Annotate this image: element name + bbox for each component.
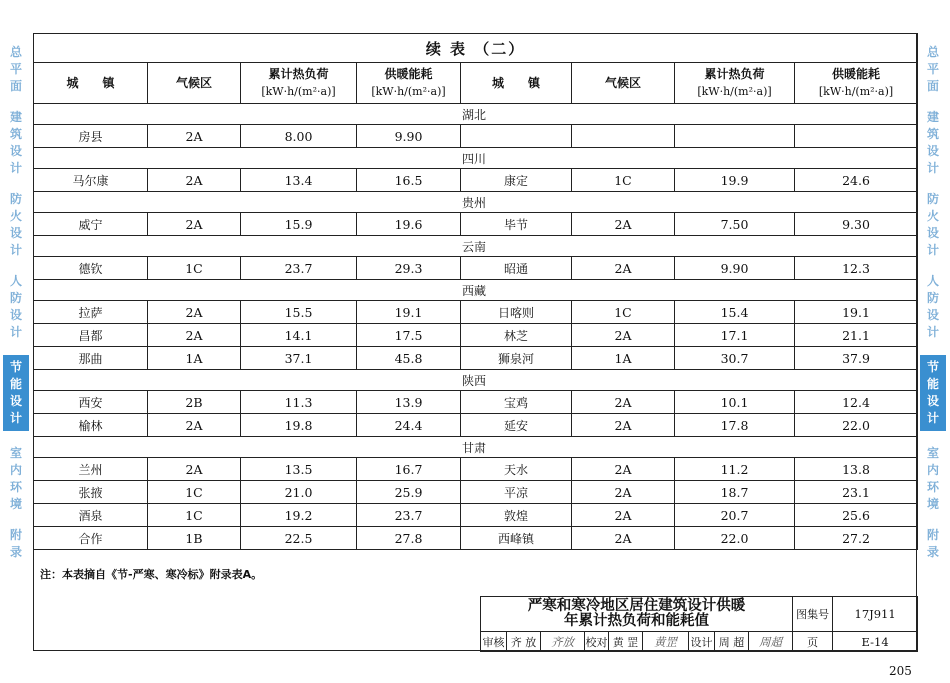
sidebar-right-tab-char: 环 — [926, 480, 939, 494]
check-name: 黄 罡 — [609, 632, 643, 652]
review-signature: 齐放 — [541, 632, 585, 652]
table-cell: 2A — [148, 324, 241, 347]
sidebar-left-tab-char: 设 — [9, 144, 22, 158]
page-label: 页 — [793, 632, 833, 652]
sidebar-left-tab-char: 人 — [9, 274, 22, 288]
table-cell: 1C — [148, 481, 241, 504]
table-cell: 延安 — [461, 414, 572, 437]
table-row — [34, 169, 918, 192]
sidebar-left-tab-char: 计 — [9, 411, 22, 425]
table-cell: 2A — [572, 458, 675, 481]
table-cell: 23.1 — [795, 481, 918, 504]
table-cell: 2A — [572, 257, 675, 280]
table-cell — [461, 125, 572, 148]
sidebar-right-tab-char: 室 — [926, 446, 939, 460]
table-cell: 2A — [572, 391, 675, 414]
check-label: 校对 — [585, 632, 609, 652]
header-heat-load-2 — [675, 63, 795, 104]
table-row — [34, 414, 918, 437]
sidebar-right-tab-char: 计 — [926, 325, 939, 339]
province-header: 湖北 — [34, 104, 918, 125]
table-row — [34, 324, 918, 347]
table-cell: 昌都 — [34, 324, 148, 347]
sidebar-right-tab-3[interactable] — [922, 273, 944, 341]
table-cell: 西安 — [34, 391, 148, 414]
sidebar-left-tab-char: 附 — [9, 528, 22, 542]
header-climate: 气候区 — [148, 63, 241, 104]
sidebar-left-tab-char: 计 — [9, 243, 22, 257]
review-name: 齐 放 — [507, 632, 541, 652]
table-cell: 日喀则 — [461, 301, 572, 324]
sidebar-right-tab-char: 计 — [926, 161, 939, 175]
province-header: 云南 — [34, 236, 918, 257]
sidebar-right-tab-char: 节 — [926, 360, 939, 374]
province-header: 四川 — [34, 148, 918, 169]
header-heat-load-unit: [kW·h/(m²·a)] — [261, 85, 336, 98]
table-cell: 2A — [148, 458, 241, 481]
table-cell: 2A — [572, 527, 675, 550]
table-cell: 威宁 — [34, 213, 148, 236]
table-cell: 宝鸡 — [461, 391, 572, 414]
sidebar-left-tab-char: 环 — [9, 480, 22, 494]
sidebar-left-tab-char: 建 — [9, 110, 22, 124]
table-cell: 9.90 — [675, 257, 795, 280]
sidebar-left-tab-char: 节 — [9, 360, 22, 374]
table-title: 续 表 （二） — [34, 34, 918, 63]
sidebar-right-tab-char: 筑 — [926, 127, 939, 141]
table-cell: 房县 — [34, 125, 148, 148]
check-signature: 黄罡 — [643, 632, 689, 652]
table-cell: 2A — [148, 213, 241, 236]
table-cell: 11.3 — [241, 391, 357, 414]
sidebar-right-tab-char: 设 — [926, 308, 939, 322]
design-signature: 周超 — [749, 632, 793, 652]
table-cell: 2A — [572, 504, 675, 527]
sidebar-left-tab-5[interactable] — [5, 445, 27, 513]
table-cell: 13.4 — [241, 169, 357, 192]
table-cell: 19.2 — [241, 504, 357, 527]
header-energy — [357, 63, 461, 104]
table-cell: 拉萨 — [34, 301, 148, 324]
header-energy-2 — [795, 63, 918, 104]
table-cell: 30.7 — [675, 347, 795, 370]
sidebar-left-tab-char: 筑 — [9, 127, 22, 141]
sidebar-left-tab-char: 防 — [9, 291, 22, 305]
sidebar-left-tab-char: 平 — [9, 62, 22, 76]
sidebar-left-tab-char: 设 — [9, 308, 22, 322]
sidebar-right — [922, 44, 944, 575]
table-cell: 9.90 — [357, 125, 461, 148]
sidebar-left-tab-char: 防 — [9, 192, 22, 206]
table-cell: 13.5 — [241, 458, 357, 481]
sidebar-left — [5, 44, 27, 575]
table-cell: 1C — [572, 169, 675, 192]
table-cell: 37.9 — [795, 347, 918, 370]
table-cell: 23.7 — [241, 257, 357, 280]
drawing-name — [481, 597, 793, 632]
table-cell: 1B — [148, 527, 241, 550]
sidebar-left-tab-char: 设 — [9, 226, 22, 240]
table-cell: 张掖 — [34, 481, 148, 504]
table-cell: 2A — [148, 125, 241, 148]
province-header: 西藏 — [34, 280, 918, 301]
table-cell: 29.3 — [357, 257, 461, 280]
table-cell: 17.1 — [675, 324, 795, 347]
table-cell: 那曲 — [34, 347, 148, 370]
table-cell: 合作 — [34, 527, 148, 550]
table-cell: 1A — [148, 347, 241, 370]
sidebar-left-tab-char: 录 — [9, 545, 22, 559]
sidebar-left-tab-char: 境 — [9, 497, 22, 511]
table-cell: 2A — [572, 481, 675, 504]
table-cell: 林芝 — [461, 324, 572, 347]
table-cell: 兰州 — [34, 458, 148, 481]
page-number: 205 — [889, 664, 912, 678]
sidebar-left-tab-char: 设 — [9, 394, 22, 408]
table-cell: 19.1 — [795, 301, 918, 324]
sidebar-left-tab-char: 内 — [9, 463, 22, 477]
drawing-name-line1: 严寒和寒冷地区居住建筑设计供暖 — [527, 598, 746, 614]
sidebar-right-tab-char: 录 — [926, 545, 939, 559]
table-cell: 15.4 — [675, 301, 795, 324]
table-cell: 25.6 — [795, 504, 918, 527]
table-cell: 敦煌 — [461, 504, 572, 527]
table-cell: 19.6 — [357, 213, 461, 236]
drawing-name-line2: 年累计热负荷和能耗值 — [564, 613, 710, 629]
table-row — [34, 347, 918, 370]
table-cell: 2B — [148, 391, 241, 414]
page-code: E-14 — [833, 632, 918, 652]
table-cell: 21.1 — [795, 324, 918, 347]
sidebar-left-tab-char: 计 — [9, 325, 22, 339]
header-heat-load-label-2: 累计热负荷 — [704, 67, 765, 81]
table-cell: 15.5 — [241, 301, 357, 324]
province-header: 陕西 — [34, 370, 918, 391]
table-cell: 2A — [572, 324, 675, 347]
sidebar-right-tab-char: 建 — [926, 110, 939, 124]
sidebar-left-tab-char: 室 — [9, 446, 22, 460]
sidebar-right-tab-char: 火 — [926, 209, 939, 223]
table-note: 注：本表摘自《节-严寒、寒冷标》附录表A。 — [40, 568, 263, 581]
table-row — [34, 213, 918, 236]
table-cell: 2A — [148, 414, 241, 437]
table-cell: 2A — [148, 169, 241, 192]
table-cell: 22.0 — [675, 527, 795, 550]
sidebar-right-tab-5[interactable] — [922, 445, 944, 513]
sidebar-left-tab-char: 能 — [9, 377, 22, 391]
table-cell: 8.00 — [241, 125, 357, 148]
header-heat-load — [241, 63, 357, 104]
sidebar-right-tab-char: 平 — [926, 62, 939, 76]
table-cell: 毕节 — [461, 213, 572, 236]
table-cell: 17.8 — [675, 414, 795, 437]
sidebar-left-tab-4[interactable] — [3, 355, 29, 431]
table-cell: 酒泉 — [34, 504, 148, 527]
table-row — [34, 504, 918, 527]
sidebar-right-tab-char: 人 — [926, 274, 939, 288]
table-cell: 昭通 — [461, 257, 572, 280]
table-cell — [675, 125, 795, 148]
sidebar-right-tab-char: 设 — [926, 394, 939, 408]
table-cell: 13.8 — [795, 458, 918, 481]
province-header: 甘肃 — [34, 437, 918, 458]
sidebar-right-tab-char: 防 — [926, 192, 939, 206]
table-cell: 24.6 — [795, 169, 918, 192]
sidebar-right-tab-char: 面 — [926, 79, 939, 93]
design-label: 设计 — [689, 632, 715, 652]
sidebar-right-tab-0[interactable] — [922, 44, 944, 95]
sidebar-right-tab-char: 计 — [926, 243, 939, 257]
table-cell: 狮泉河 — [461, 347, 572, 370]
table-cell: 11.2 — [675, 458, 795, 481]
header-city-2: 城 镇 — [461, 63, 572, 104]
table-row — [34, 391, 918, 414]
table-row — [34, 301, 918, 324]
table-cell: 27.2 — [795, 527, 918, 550]
header-heat-load-label: 累计热负荷 — [268, 67, 329, 81]
sidebar-right-tab-char: 设 — [926, 226, 939, 240]
sidebar-left-tab-char: 火 — [9, 209, 22, 223]
sidebar-left-tab-6[interactable] — [5, 527, 27, 561]
sidebar-right-tab-6[interactable] — [922, 527, 944, 561]
table-cell: 24.4 — [357, 414, 461, 437]
data-table — [33, 33, 918, 550]
table-row — [34, 481, 918, 504]
atlas-label: 图集号 — [793, 597, 833, 632]
sidebar-right-tab-char: 计 — [926, 411, 939, 425]
table-cell: 10.1 — [675, 391, 795, 414]
sidebar-left-tab-0[interactable] — [5, 44, 27, 95]
table-cell: 马尔康 — [34, 169, 148, 192]
table-cell: 17.5 — [357, 324, 461, 347]
table-cell: 2A — [148, 301, 241, 324]
sidebar-left-tab-1[interactable] — [5, 109, 27, 177]
table-cell: 康定 — [461, 169, 572, 192]
table-cell: 18.7 — [675, 481, 795, 504]
table-cell: 天水 — [461, 458, 572, 481]
sidebar-right-tab-char: 总 — [926, 45, 939, 59]
table-row — [34, 527, 918, 550]
sidebar-right-tab-char: 附 — [926, 528, 939, 542]
table-cell: 27.8 — [357, 527, 461, 550]
sidebar-right-tab-4[interactable] — [920, 355, 946, 431]
table-cell: 14.1 — [241, 324, 357, 347]
header-heat-load-unit-2: [kW·h/(m²·a)] — [697, 85, 772, 98]
table-cell: 16.7 — [357, 458, 461, 481]
header-climate-2: 气候区 — [572, 63, 675, 104]
atlas-number: 17J911 — [833, 597, 918, 632]
table-cell: 1C — [572, 301, 675, 324]
title-block — [480, 596, 918, 652]
table-cell: 2A — [572, 213, 675, 236]
sidebar-right-tab-1[interactable] — [922, 109, 944, 177]
table-cell: 37.1 — [241, 347, 357, 370]
table-cell: 19.9 — [675, 169, 795, 192]
table-cell: 45.8 — [357, 347, 461, 370]
table-cell: 1A — [572, 347, 675, 370]
sidebar-right-tab-char: 境 — [926, 497, 939, 511]
table-cell — [572, 125, 675, 148]
review-label: 审核 — [481, 632, 507, 652]
table-cell: 12.3 — [795, 257, 918, 280]
table-cell: 15.9 — [241, 213, 357, 236]
header-energy-label: 供暖能耗 — [384, 67, 433, 81]
sidebar-right-tab-char: 防 — [926, 291, 939, 305]
sidebar-left-tab-char: 计 — [9, 161, 22, 175]
province-header: 贵州 — [34, 192, 918, 213]
table-cell — [795, 125, 918, 148]
table-cell: 德钦 — [34, 257, 148, 280]
table-cell: 13.9 — [357, 391, 461, 414]
header-city: 城 镇 — [34, 63, 148, 104]
table-cell: 1C — [148, 257, 241, 280]
table-cell: 榆林 — [34, 414, 148, 437]
table-cell: 2A — [572, 414, 675, 437]
table-cell: 9.30 — [795, 213, 918, 236]
table-cell: 22.5 — [241, 527, 357, 550]
table-cell: 20.7 — [675, 504, 795, 527]
table-cell: 22.0 — [795, 414, 918, 437]
sidebar-left-tab-2[interactable] — [5, 191, 27, 259]
design-name: 周 超 — [715, 632, 749, 652]
table-row — [34, 257, 918, 280]
header-energy-unit: [kW·h/(m²·a)] — [371, 85, 446, 98]
header-energy-label-2: 供暖能耗 — [832, 67, 881, 81]
table-cell: 25.9 — [357, 481, 461, 504]
table-cell: 19.1 — [357, 301, 461, 324]
table-cell: 平凉 — [461, 481, 572, 504]
table-cell: 7.50 — [675, 213, 795, 236]
table-cell: 21.0 — [241, 481, 357, 504]
sidebar-right-tab-char: 内 — [926, 463, 939, 477]
table-cell: 16.5 — [357, 169, 461, 192]
header-energy-unit-2: [kW·h/(m²·a)] — [818, 85, 894, 98]
sidebar-left-tab-3[interactable] — [5, 273, 27, 341]
table-cell: 西峰镇 — [461, 527, 572, 550]
sidebar-right-tab-char: 设 — [926, 144, 939, 158]
sidebar-right-tab-2[interactable] — [922, 191, 944, 259]
table-cell: 1C — [148, 504, 241, 527]
sidebar-left-tab-char: 面 — [9, 79, 22, 93]
table-cell: 23.7 — [357, 504, 461, 527]
table-cell: 12.4 — [795, 391, 918, 414]
sidebar-left-tab-char: 总 — [9, 45, 22, 59]
table-row — [34, 125, 918, 148]
table-cell: 19.8 — [241, 414, 357, 437]
sidebar-right-tab-char: 能 — [926, 377, 939, 391]
table-row — [34, 458, 918, 481]
